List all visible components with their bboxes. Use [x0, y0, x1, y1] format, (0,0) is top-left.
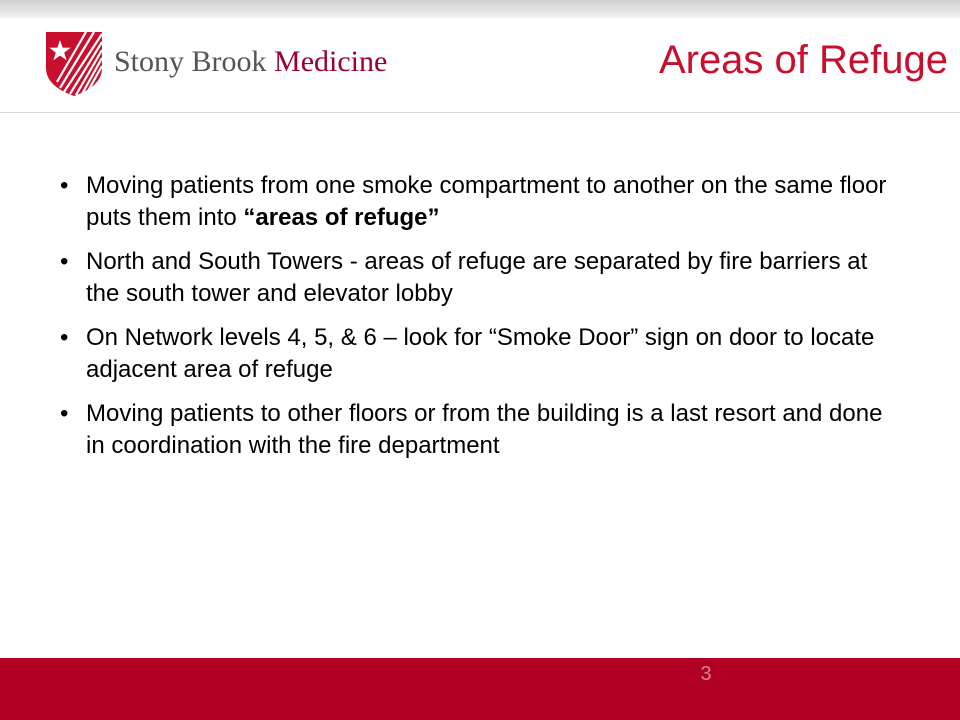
bullet-marker: • — [60, 172, 69, 199]
bullet-item — [58, 246, 898, 310]
slide-title: Areas of Refuge — [658, 38, 948, 82]
bullet-text: North and South Towers - areas of refuge are separated by fire barriers at the south tower and elevator lobby — [86, 248, 868, 307]
top-gradient-band — [0, 0, 960, 18]
bullet-marker: • — [60, 400, 69, 427]
bullet-marker: • — [60, 248, 69, 275]
bullet-text: On Network levels 4, 5, & 6 – look for “Smoke Door” sign on door to locate adjacent area of refuge — [86, 324, 875, 383]
stony-brook-logo-icon — [44, 28, 104, 98]
bullet-text: Moving patients from one smoke compartment to another on the same floor puts them into — [86, 172, 887, 231]
bullet-emphasis: “areas of refuge” — [243, 204, 440, 231]
bullet-item — [58, 398, 898, 462]
bullet-item — [58, 170, 898, 234]
brand-first: Stony Brook — [114, 45, 267, 78]
bullet-item — [58, 322, 898, 386]
bullet-text: Moving patients to other floors or from the building is a last resort and done in coordination with the fire department — [86, 400, 883, 459]
footer-bar — [0, 658, 960, 720]
bullet-list — [58, 170, 898, 474]
brand-wordmark — [114, 42, 387, 82]
page-number: 3 — [700, 663, 712, 685]
header-divider — [0, 112, 960, 113]
brand-second: Medicine — [274, 45, 388, 78]
bullet-marker: • — [60, 324, 69, 351]
